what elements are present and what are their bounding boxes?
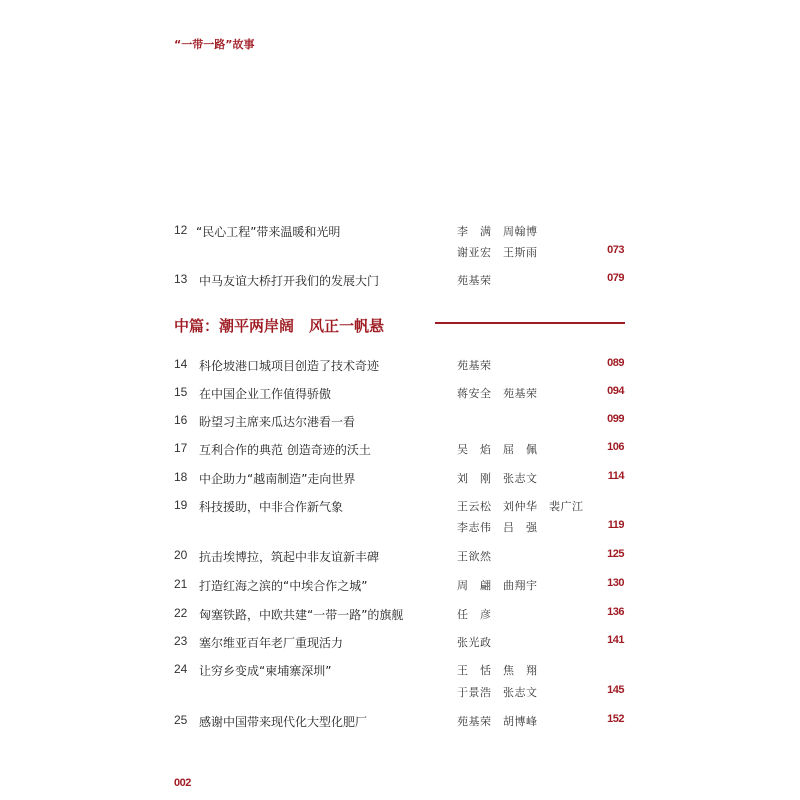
entry-page: 141 bbox=[607, 634, 624, 646]
entry-author: 蒋安全 苑基荣 bbox=[457, 387, 538, 400]
entry-title: 让穷乡变成“柬埔寨深圳” bbox=[199, 664, 332, 678]
entry-number: 14 bbox=[174, 357, 188, 371]
entry-number: 12 bbox=[174, 223, 188, 237]
entry-number: 22 bbox=[174, 606, 188, 620]
entry-number: 13 bbox=[174, 272, 188, 286]
entry-page: 130 bbox=[607, 577, 624, 589]
entry-title: 打造红海之滨的“中埃合作之城” bbox=[199, 579, 368, 593]
entry-title: 互利合作的典范 创造奇迹的沃土 bbox=[199, 443, 371, 457]
entry-number: 20 bbox=[174, 548, 188, 562]
entry-number: 17 bbox=[174, 441, 188, 455]
entry-author: 张光政 bbox=[457, 636, 492, 649]
entry-page: 089 bbox=[607, 357, 624, 369]
entry-author: 于景浩 张志文 bbox=[457, 686, 538, 699]
entry-page: 152 bbox=[607, 713, 624, 725]
entry-author: 王欲然 bbox=[457, 550, 492, 563]
entry-author: 谢亚宏 王斯雨 bbox=[457, 246, 538, 259]
entry-number: 18 bbox=[174, 470, 188, 484]
entry-page: 125 bbox=[607, 548, 624, 560]
entry-number: 25 bbox=[174, 713, 188, 727]
entry-author: 苑基荣 bbox=[457, 274, 492, 287]
entry-page: 079 bbox=[607, 272, 624, 284]
entry-page: 073 bbox=[607, 244, 624, 256]
section-rule bbox=[435, 322, 625, 324]
entry-page: 094 bbox=[607, 385, 624, 397]
entry-number: 21 bbox=[174, 577, 188, 591]
entry-author: 吴 焰 屈 佩 bbox=[457, 443, 538, 456]
entry-title: 盼望习主席来瓜达尔港看一看 bbox=[199, 415, 356, 429]
entry-author: 周 翩 曲翔宇 bbox=[457, 579, 538, 592]
entry-title: 科伦坡港口城项目创造了技术奇迹 bbox=[199, 359, 380, 373]
entry-title: 塞尔维亚百年老厂重现活力 bbox=[199, 636, 344, 650]
running-head: “一带一路”故事 bbox=[174, 38, 255, 51]
entry-page: 099 bbox=[607, 413, 624, 425]
entry-title: 中企助力“越南制造”走向世界 bbox=[199, 472, 356, 486]
entry-number: 16 bbox=[174, 413, 188, 427]
entry-title: 感谢中国带来现代化大型化肥厂 bbox=[199, 715, 368, 729]
entry-title: 在中国企业工作值得骄傲 bbox=[199, 387, 332, 401]
entry-page: 136 bbox=[607, 606, 624, 618]
entry-number: 23 bbox=[174, 634, 188, 648]
entry-page: 106 bbox=[607, 441, 624, 453]
page-number: 002 bbox=[174, 777, 191, 789]
entry-author: 王云松 刘仲华 裴广江 bbox=[457, 500, 584, 513]
entry-title: 科技援助，中非合作新气象 bbox=[199, 500, 344, 514]
entry-author: 苑基荣 bbox=[457, 359, 492, 372]
entry-author: 任 彦 bbox=[457, 608, 492, 621]
entry-author: 李志伟 吕 强 bbox=[457, 521, 538, 534]
entry-number: 15 bbox=[174, 385, 188, 399]
entry-author: 王 恬 焦 翔 bbox=[457, 664, 538, 677]
entry-page: 114 bbox=[607, 470, 624, 482]
entry-page: 119 bbox=[607, 519, 624, 531]
entry-number: 24 bbox=[174, 662, 188, 676]
entry-author: 苑基荣 胡博峰 bbox=[457, 715, 538, 728]
entry-author: 刘 刚 张志文 bbox=[457, 472, 538, 485]
entry-title: 中马友谊大桥打开我们的发展大门 bbox=[199, 274, 380, 288]
entry-title: 匈塞铁路，中欧共建“一带一路”的旗舰 bbox=[199, 608, 404, 622]
entry-author: 李 满 周翰博 bbox=[457, 225, 538, 238]
entry-title: “民心工程”带来温暖和光明 bbox=[196, 225, 341, 239]
entry-page: 145 bbox=[607, 684, 624, 696]
entry-number: 19 bbox=[174, 498, 188, 512]
entry-title: 抗击埃博拉，筑起中非友谊新丰碑 bbox=[199, 550, 380, 564]
section-heading: 中篇：潮平两岸阔 风正一帆悬 bbox=[174, 317, 385, 335]
